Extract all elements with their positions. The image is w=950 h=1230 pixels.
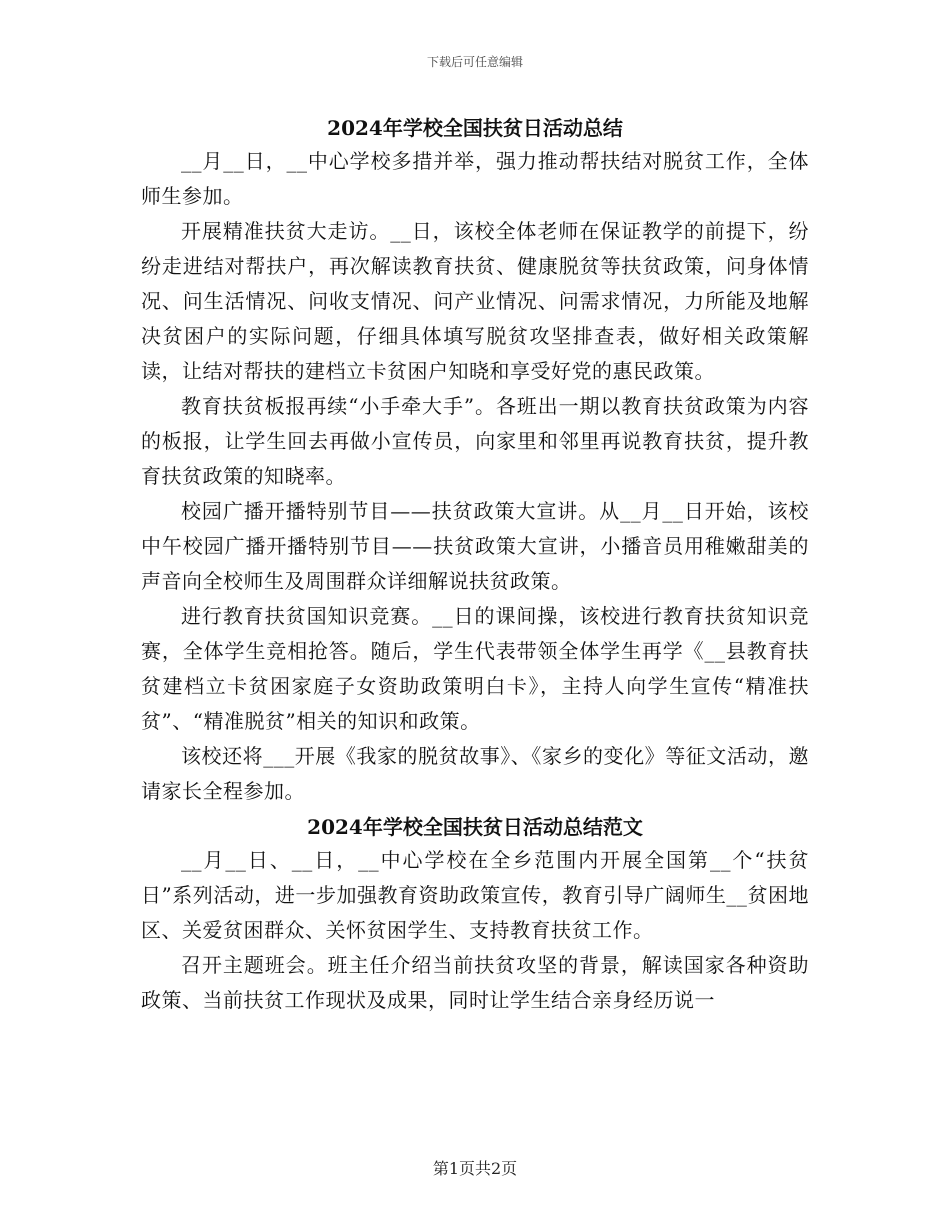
paragraph: 召开主题班会。班主任介绍当前扶贫攻坚的背景，解读国家各种资助政策、当前扶贫工作现状及成果，同时让学生结合亲身经历说一 [141, 953, 809, 1012]
document-body [141, 112, 809, 1018]
page-header-note: 下载后可任意编辑 [426, 55, 523, 69]
paragraph: 进行教育扶贫国知识竞赛。__日的课间操，该校进行教育扶贫知识竞赛，全体学生竞相抢答。随后，学生代表带领全体学生再学《__县教育扶贫建档立卡贫困家庭子女资助政策明白卡》，主持人向学生宣传“精准扶贫”、“精准脱贫”相关的知识和政策。 [141, 604, 809, 733]
paragraph: 校园广播开播特别节目——扶贫政策大宣讲。从__月__日开始，该校中午校园广播开播特别节目——扶贫政策大宣讲，小播音员用稚嫩甜美的声音向全校师生及周围群众详细解说扶贫政策。 [141, 499, 809, 593]
paragraph: __月__日，__中心学校多措并举，强力推动帮扶结对脱贫工作，全体师生参加。 [141, 149, 809, 208]
section-title: 2024年学校全国扶贫日活动总结范文 [307, 815, 643, 839]
document-title: 2024年学校全国扶贫日活动总结 [327, 116, 623, 140]
paragraph: 该校还将___开展《我家的脱贫故事》、《家乡的变化》等征文活动，邀请家长全程参加。 [141, 744, 809, 803]
page-number: 第1页共2页 [432, 1159, 518, 1178]
paragraph: 开展精准扶贫大走访。__日，该校全体老师在保证教学的前提下，纷纷走进结对帮扶户，再次解读教育扶贫、健康脱贫等扶贫政策，问身体情况、问生活情况、问收支情况、问产业情况、问需求情况，力所能及地解决贫困户的实际问题，仔细具体填写脱贫攻坚排查表，做好相关政策解读，让结对帮扶的建档立卡贫困户知晓和享受好党的惠民政策。 [141, 219, 809, 383]
paragraph: __月__日、__日，__中心学校在全乡范围内开展全国第__个“扶贫日”系列活动，进一步加强教育资助政策宣传，教育引导广阔师生__贫困地区、关爱贫困群众、关怀贫困学生、支持教育扶贫工作。 [141, 848, 809, 942]
paragraph: 教育扶贫板报再续“小手牵大手”。各班出一期以教育扶贫政策为内容的板报，让学生回去再做小宣传员，向家里和邻里再说教育扶贫，提升教育扶贫政策的知晓率。 [141, 394, 809, 488]
